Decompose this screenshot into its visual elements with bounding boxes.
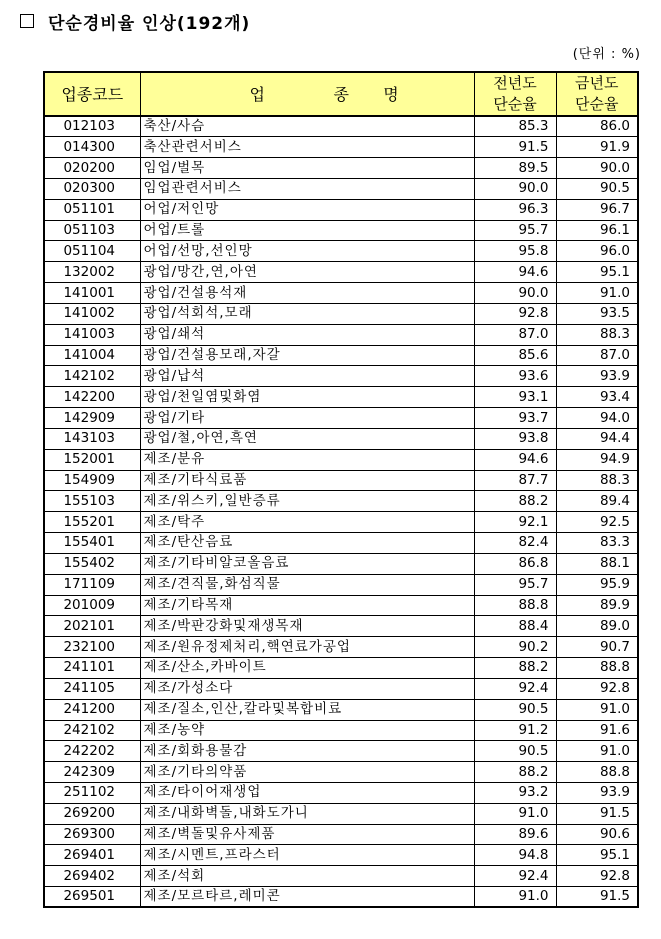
table-row	[44, 470, 638, 491]
cell-code: 241200	[44, 699, 140, 720]
cell-code: 020300	[44, 178, 140, 199]
cell-prev-rate: 94.8	[474, 845, 556, 866]
table-row	[44, 845, 638, 866]
cell-code: 132002	[44, 262, 140, 283]
table-row	[44, 491, 638, 512]
cell-curr-rate: 93.4	[556, 387, 638, 408]
header-curr-rate	[556, 72, 638, 116]
cell-name: 광업/건설용석재	[140, 283, 474, 304]
cell-curr-rate: 92.8	[556, 866, 638, 887]
document-title	[20, 8, 250, 34]
cell-curr-rate: 92.8	[556, 678, 638, 699]
cell-prev-rate: 93.1	[474, 387, 556, 408]
cell-code: 051103	[44, 220, 140, 241]
header-prev-rate	[474, 72, 556, 116]
cell-prev-rate: 90.0	[474, 178, 556, 199]
cell-prev-rate: 86.8	[474, 553, 556, 574]
header-name-part: 종	[333, 84, 349, 104]
cell-name: 어업/선망,선인망	[140, 241, 474, 262]
cell-curr-rate: 88.8	[556, 762, 638, 783]
cell-curr-rate: 91.9	[556, 137, 638, 158]
cell-code: 141002	[44, 303, 140, 324]
cell-name: 축산관련서비스	[140, 137, 474, 158]
cell-prev-rate: 95.7	[474, 574, 556, 595]
table-row	[44, 449, 638, 470]
cell-code: 154909	[44, 470, 140, 491]
cell-curr-rate: 93.5	[556, 303, 638, 324]
cell-name: 제조/질소,인산,칼라및복합비료	[140, 699, 474, 720]
table-row	[44, 699, 638, 720]
cell-prev-rate: 88.2	[474, 491, 556, 512]
table-row	[44, 303, 638, 324]
cell-name: 축산/사슴	[140, 116, 474, 137]
cell-prev-rate: 90.5	[474, 741, 556, 762]
title-text: 단순경비율 인상(192개)	[48, 13, 251, 34]
cell-code: 020200	[44, 158, 140, 179]
cell-prev-rate: 87.7	[474, 470, 556, 491]
cell-curr-rate: 90.6	[556, 824, 638, 845]
header-curr-line2: 단순율	[575, 95, 619, 113]
cell-name: 제조/모르타르,레미콘	[140, 887, 474, 908]
header-code: 업종코드	[44, 72, 140, 116]
table-row	[44, 720, 638, 741]
cell-name: 임업/벌목	[140, 158, 474, 179]
table-row	[44, 283, 638, 304]
cell-code: 232100	[44, 637, 140, 658]
cell-name: 제조/가성소다	[140, 678, 474, 699]
cell-code: 155103	[44, 491, 140, 512]
cell-name: 제조/탄산음료	[140, 533, 474, 554]
cell-prev-rate: 93.7	[474, 408, 556, 429]
table-header-row	[44, 72, 638, 116]
cell-prev-rate: 85.6	[474, 345, 556, 366]
cell-name: 제조/분유	[140, 449, 474, 470]
cell-code: 251102	[44, 783, 140, 804]
cell-curr-rate: 89.4	[556, 491, 638, 512]
cell-name: 제조/산소,카바이트	[140, 658, 474, 679]
cell-prev-rate: 95.7	[474, 220, 556, 241]
table-row	[44, 533, 638, 554]
cell-prev-rate: 88.8	[474, 595, 556, 616]
cell-name: 임업관련서비스	[140, 178, 474, 199]
cell-name: 제조/견직물,화섬직물	[140, 574, 474, 595]
table-row	[44, 428, 638, 449]
cell-curr-rate: 89.0	[556, 616, 638, 637]
cell-name: 제조/박판강화및재생목재	[140, 616, 474, 637]
cell-code: 142909	[44, 408, 140, 429]
cell-prev-rate: 88.2	[474, 762, 556, 783]
cell-curr-rate: 93.9	[556, 783, 638, 804]
cell-prev-rate: 90.2	[474, 637, 556, 658]
table-row	[44, 345, 638, 366]
cell-curr-rate: 88.3	[556, 470, 638, 491]
cell-code: 269501	[44, 887, 140, 908]
table-row	[44, 512, 638, 533]
cell-name: 어업/트롤	[140, 220, 474, 241]
cell-curr-rate: 95.9	[556, 574, 638, 595]
cell-name: 어업/저인망	[140, 199, 474, 220]
table-row	[44, 324, 638, 345]
cell-prev-rate: 93.2	[474, 783, 556, 804]
cell-code: 171109	[44, 574, 140, 595]
cell-curr-rate: 90.7	[556, 637, 638, 658]
cell-prev-rate: 96.3	[474, 199, 556, 220]
cell-curr-rate: 92.5	[556, 512, 638, 533]
header-name-part: 업	[249, 84, 265, 104]
table-row	[44, 158, 638, 179]
cell-name: 제조/농약	[140, 720, 474, 741]
cell-prev-rate: 94.6	[474, 262, 556, 283]
table-row	[44, 408, 638, 429]
cell-name: 제조/기타식료품	[140, 470, 474, 491]
cell-curr-rate: 91.5	[556, 887, 638, 908]
cell-name: 제조/기타비알코올음료	[140, 553, 474, 574]
cell-curr-rate: 90.0	[556, 158, 638, 179]
cell-code: 269401	[44, 845, 140, 866]
cell-code: 155401	[44, 533, 140, 554]
table-row	[44, 574, 638, 595]
cell-code: 242102	[44, 720, 140, 741]
cell-code: 051104	[44, 241, 140, 262]
cell-curr-rate: 91.0	[556, 741, 638, 762]
cell-code: 141004	[44, 345, 140, 366]
cell-prev-rate: 90.5	[474, 699, 556, 720]
header-prev-line2: 단순율	[493, 95, 537, 113]
cell-curr-rate: 87.0	[556, 345, 638, 366]
cell-code: 143103	[44, 428, 140, 449]
cell-curr-rate: 91.0	[556, 699, 638, 720]
header-name-part: 명	[383, 84, 399, 104]
table-row	[44, 199, 638, 220]
cell-code: 141001	[44, 283, 140, 304]
cell-code: 241105	[44, 678, 140, 699]
cell-curr-rate: 94.0	[556, 408, 638, 429]
cell-curr-rate: 93.9	[556, 366, 638, 387]
cell-name: 제조/벽돌및유사제품	[140, 824, 474, 845]
cell-code: 152001	[44, 449, 140, 470]
table-row	[44, 783, 638, 804]
cell-code: 201009	[44, 595, 140, 616]
cell-name: 광업/망간,연,아연	[140, 262, 474, 283]
cell-code: 269402	[44, 866, 140, 887]
header-prev-line1: 전년도	[493, 74, 537, 92]
table-row	[44, 387, 638, 408]
cell-curr-rate: 83.3	[556, 533, 638, 554]
cell-prev-rate: 92.8	[474, 303, 556, 324]
table-row	[44, 741, 638, 762]
cell-code: 242202	[44, 741, 140, 762]
cell-name: 제조/탁주	[140, 512, 474, 533]
cell-name: 제조/시멘트,프라스터	[140, 845, 474, 866]
cell-code: 142200	[44, 387, 140, 408]
table-row	[44, 553, 638, 574]
cell-prev-rate: 94.6	[474, 449, 556, 470]
cell-curr-rate: 91.5	[556, 803, 638, 824]
cell-code: 242309	[44, 762, 140, 783]
table-row	[44, 824, 638, 845]
cell-code: 155201	[44, 512, 140, 533]
header-curr-line1: 금년도	[575, 74, 619, 92]
cell-curr-rate: 88.3	[556, 324, 638, 345]
cell-code: 202101	[44, 616, 140, 637]
cell-prev-rate: 89.5	[474, 158, 556, 179]
cell-prev-rate: 87.0	[474, 324, 556, 345]
cell-code: 155402	[44, 553, 140, 574]
table-row	[44, 678, 638, 699]
table-row	[44, 241, 638, 262]
cell-name: 제조/기타의약품	[140, 762, 474, 783]
cell-curr-rate: 91.0	[556, 283, 638, 304]
cell-prev-rate: 88.2	[474, 658, 556, 679]
cell-name: 제조/타이어재생업	[140, 783, 474, 804]
cell-code: 012103	[44, 116, 140, 137]
checkbox-bullet-icon	[20, 14, 34, 28]
cell-prev-rate: 93.6	[474, 366, 556, 387]
table-row	[44, 803, 638, 824]
table-row	[44, 616, 638, 637]
table-row	[44, 262, 638, 283]
cell-prev-rate: 92.4	[474, 866, 556, 887]
cell-name: 제조/석회	[140, 866, 474, 887]
cell-name: 광업/납석	[140, 366, 474, 387]
cell-name: 광업/건설용모래,자갈	[140, 345, 474, 366]
table-row	[44, 762, 638, 783]
cell-name: 제조/위스키,일반증류	[140, 491, 474, 512]
cell-name: 제조/회화용물감	[140, 741, 474, 762]
cell-curr-rate: 95.1	[556, 845, 638, 866]
cell-prev-rate: 92.1	[474, 512, 556, 533]
cell-curr-rate: 96.7	[556, 199, 638, 220]
table-row	[44, 137, 638, 158]
cell-name: 광업/쇄석	[140, 324, 474, 345]
cell-prev-rate: 89.6	[474, 824, 556, 845]
cell-curr-rate: 91.6	[556, 720, 638, 741]
unit-label: (단위 : %)	[572, 47, 641, 62]
table-body	[44, 116, 638, 907]
cell-curr-rate: 88.8	[556, 658, 638, 679]
cell-code: 269300	[44, 824, 140, 845]
expense-rate-table	[43, 71, 639, 908]
table-row	[44, 366, 638, 387]
cell-code: 142102	[44, 366, 140, 387]
cell-name: 제조/기타목재	[140, 595, 474, 616]
table-row	[44, 178, 638, 199]
table-row	[44, 595, 638, 616]
cell-name: 제조/원유정제처리,핵연료가공업	[140, 637, 474, 658]
table-row	[44, 887, 638, 908]
cell-curr-rate: 88.1	[556, 553, 638, 574]
cell-curr-rate: 90.5	[556, 178, 638, 199]
cell-code: 141003	[44, 324, 140, 345]
cell-prev-rate: 91.0	[474, 803, 556, 824]
table-row	[44, 116, 638, 137]
table-row	[44, 220, 638, 241]
cell-code: 269200	[44, 803, 140, 824]
cell-curr-rate: 94.9	[556, 449, 638, 470]
cell-prev-rate: 85.3	[474, 116, 556, 137]
table-row	[44, 637, 638, 658]
cell-prev-rate: 92.4	[474, 678, 556, 699]
cell-name: 광업/철,아연,흑연	[140, 428, 474, 449]
cell-code: 014300	[44, 137, 140, 158]
cell-prev-rate: 93.8	[474, 428, 556, 449]
cell-curr-rate: 94.4	[556, 428, 638, 449]
cell-prev-rate: 88.4	[474, 616, 556, 637]
cell-prev-rate: 91.2	[474, 720, 556, 741]
table-row	[44, 866, 638, 887]
cell-code: 051101	[44, 199, 140, 220]
cell-prev-rate: 82.4	[474, 533, 556, 554]
cell-name: 광업/기타	[140, 408, 474, 429]
cell-name: 광업/석회석,모래	[140, 303, 474, 324]
header-name	[140, 72, 474, 116]
cell-prev-rate: 91.0	[474, 887, 556, 908]
table-row	[44, 658, 638, 679]
cell-name: 광업/천일염및화염	[140, 387, 474, 408]
cell-prev-rate: 95.8	[474, 241, 556, 262]
cell-name: 제조/내화벽돌,내화도가니	[140, 803, 474, 824]
cell-prev-rate: 91.5	[474, 137, 556, 158]
cell-curr-rate: 89.9	[556, 595, 638, 616]
cell-curr-rate: 86.0	[556, 116, 638, 137]
cell-code: 241101	[44, 658, 140, 679]
cell-curr-rate: 95.1	[556, 262, 638, 283]
cell-curr-rate: 96.0	[556, 241, 638, 262]
cell-prev-rate: 90.0	[474, 283, 556, 304]
cell-curr-rate: 96.1	[556, 220, 638, 241]
